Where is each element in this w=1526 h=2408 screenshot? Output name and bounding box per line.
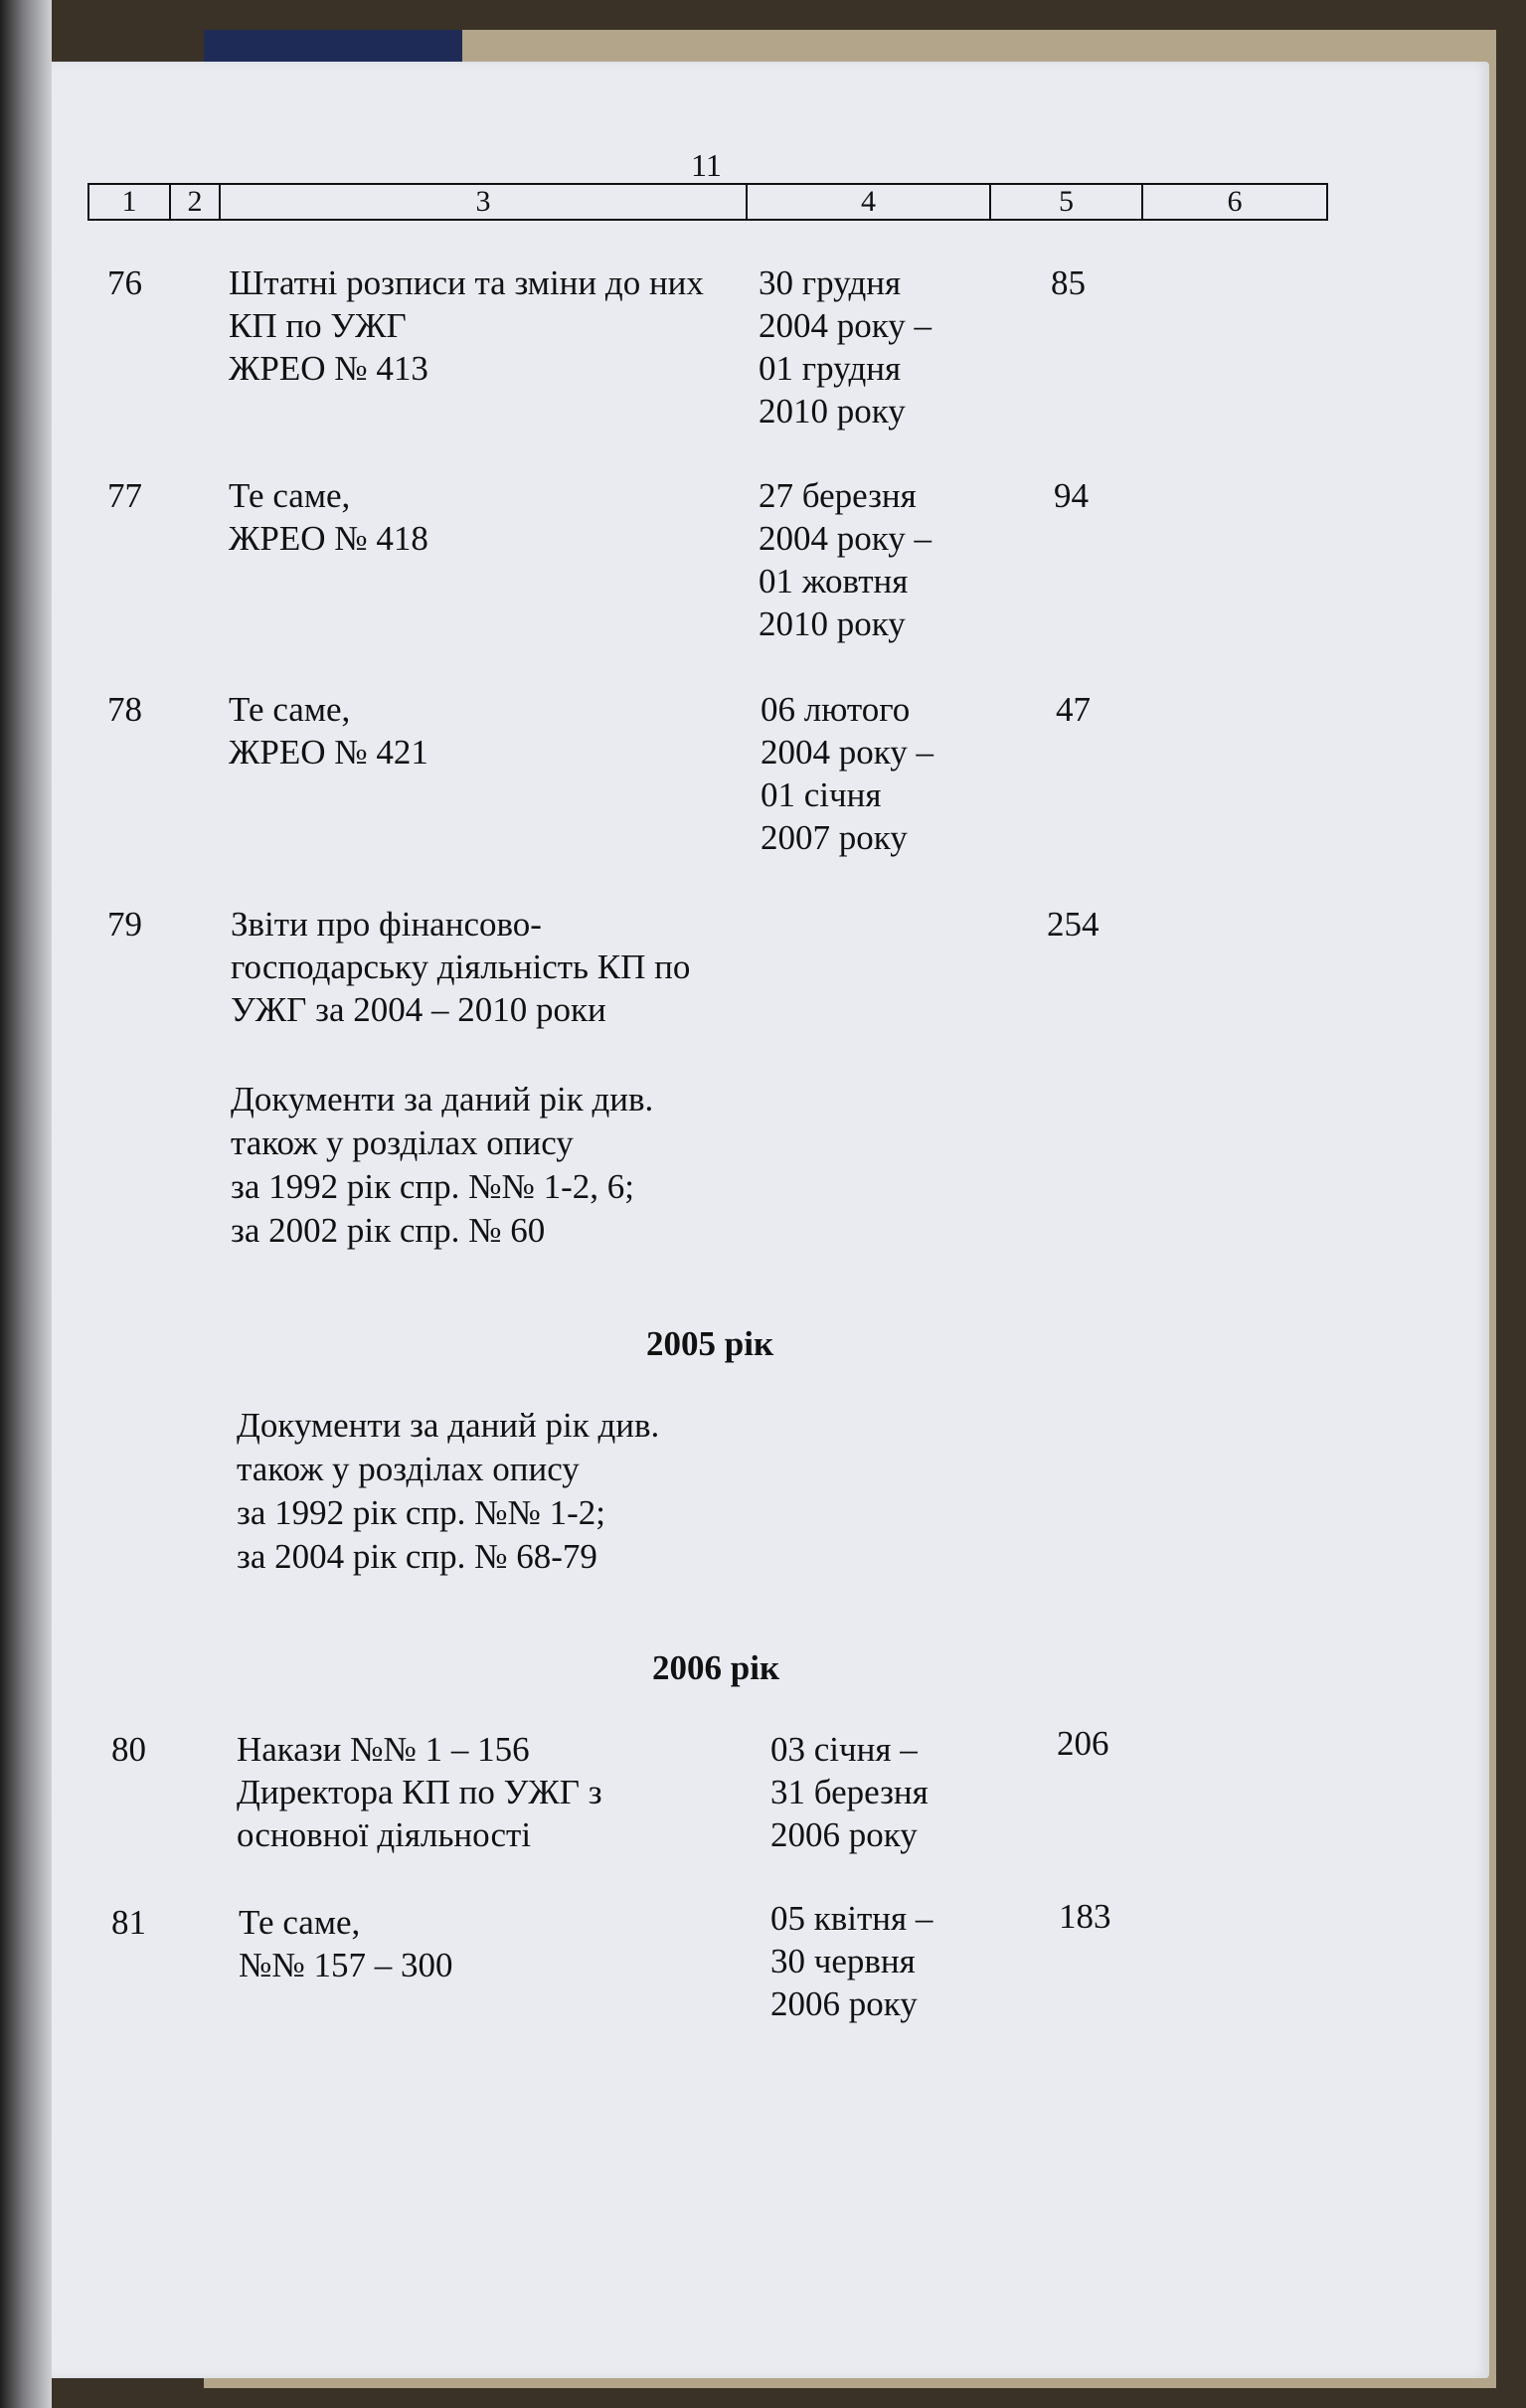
entry-dates: 03 січня – 31 березня 2006 року <box>770 1730 929 1854</box>
entry-number: 78 <box>107 690 142 729</box>
entry-title: Накази №№ 1 – 156 Директора КП по УЖГ з основної діяльності <box>237 1730 602 1854</box>
entry-number: 77 <box>107 476 142 515</box>
entry-title: Те саме, ЖРЕО № 418 <box>229 476 428 558</box>
entry-title: Те саме, №№ 157 – 300 <box>239 1903 453 1984</box>
entry-dates: 05 квітня – 30 червня 2006 року <box>770 1899 933 2023</box>
cross-reference-note-2005: Документи за даний рік див. також у розділах опису за 1992 рік спр. №№ 1-2; за 2004 рік спр. № 68-79 <box>237 1406 660 1576</box>
column-header-2: 2 <box>171 185 221 219</box>
entry-sheets: 94 <box>1054 476 1089 515</box>
entry-number: 79 <box>107 905 142 944</box>
binder-spine <box>0 0 52 2408</box>
entry-dates: 30 грудня 2004 року – 01 грудня 2010 року <box>759 263 933 430</box>
column-header-row <box>87 183 1328 221</box>
entry-number: 76 <box>107 263 142 302</box>
column-header-5: 5 <box>991 185 1143 219</box>
column-header-1: 1 <box>89 185 171 219</box>
column-header-6: 6 <box>1227 185 1243 218</box>
entry-sheets: 47 <box>1056 690 1091 729</box>
year-heading-2005: 2005 рік <box>646 1324 774 1363</box>
entry-sheets: 183 <box>1059 1897 1111 1936</box>
page-number: 11 <box>691 147 722 183</box>
entry-title: Штатні розписи та зміни до них КП по УЖГ ЖРЕО № 413 <box>229 263 704 388</box>
entry-sheets: 254 <box>1047 905 1100 944</box>
year-heading-2006: 2006 рік <box>652 1648 780 1687</box>
cross-reference-note-2004: Документи за даний рік див. також у розділах опису за 1992 рік спр. №№ 1-2, 6; за 2002 рік спр. № 60 <box>231 1080 654 1250</box>
entry-sheets: 85 <box>1051 263 1086 302</box>
entry-title: Те саме, ЖРЕО № 421 <box>229 690 428 772</box>
column-header-3: 3 <box>221 185 748 219</box>
column-header-4: 4 <box>748 185 991 219</box>
entry-number: 81 <box>111 1903 146 1942</box>
entry-number: 80 <box>111 1730 146 1769</box>
entry-sheets: 206 <box>1057 1724 1109 1763</box>
entry-dates: 06 лютого 2004 року – 01 січня 2007 року <box>761 690 934 857</box>
entry-title: Звіти про фінансово- господарську діяльність КП по УЖГ за 2004 – 2010 роки <box>231 905 691 1029</box>
entry-dates: 27 березня 2004 року – 01 жовтня 2010 року <box>759 476 933 643</box>
